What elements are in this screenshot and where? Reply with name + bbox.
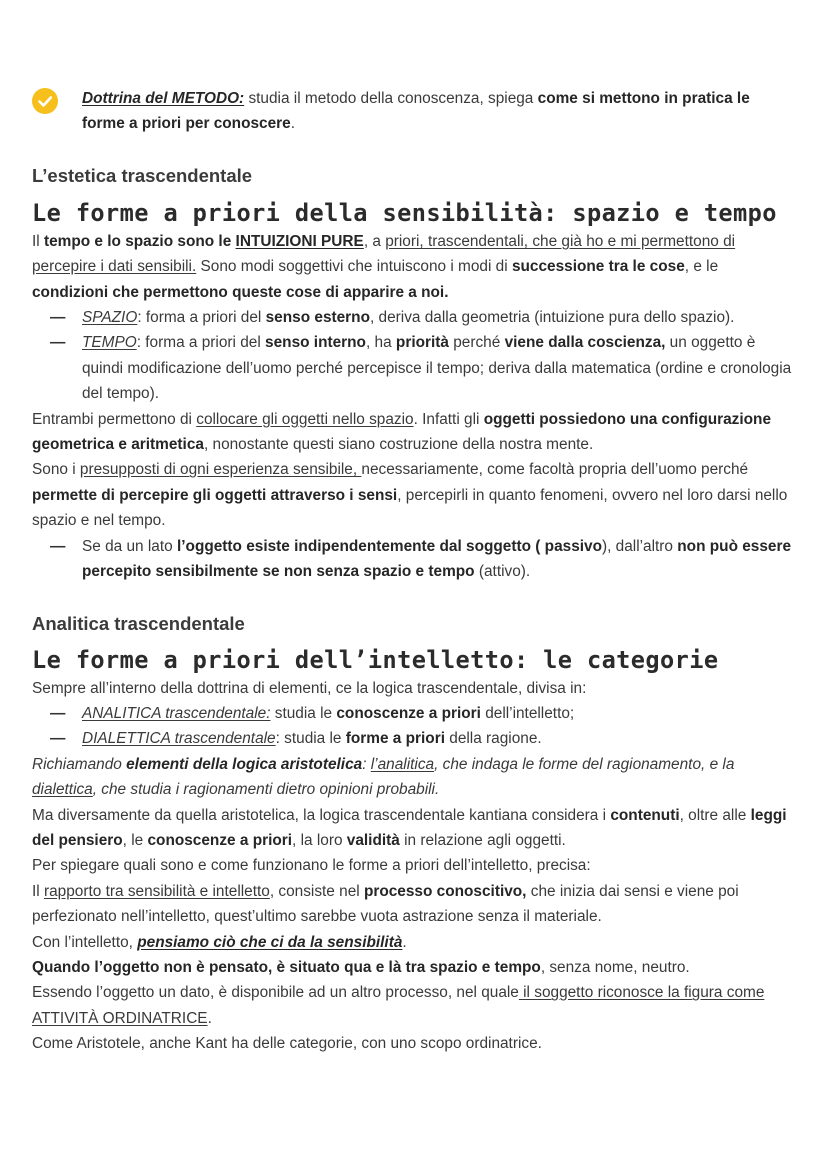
document-page	[32, 86, 792, 1057]
section-title-estetica: L’estetica trascendentale	[32, 164, 253, 186]
paragraph-attivita-ordinatrice: Essendo l’oggetto un dato, è disponibile ad un altro processo, nel quale il soggetto riconosce la figura come ATTIVITÀ ORDINATRICE.	[32, 984, 765, 1027]
heading-forme-intelletto: Le forme a priori dell’intelletto: le categorie	[32, 645, 719, 674]
paragraph-intuizioni-pure: Il tempo e lo spazio sono le INTUIZIONI PURE, a priori, trascendentali, che già ho e mi permettono di percepire i dati sensibili. Sono modi soggettivi che intuiscono i modi di successione tra le cose, e le condizioni che permettono queste cose di apparire a noi.	[32, 232, 736, 301]
list-item-spazio: — SPAZIO: forma a priori del senso esterno, deriva dalla geometria (intuizione pura dello spazio).	[50, 309, 735, 327]
list-item-dialettica: — DIALETTICA trascendentale: studia le forme a priori della ragione.	[50, 730, 542, 748]
paragraph-kantiana: Ma diversamente da quella aristotelica, la logica trascendentale kantiana considera i contenuti, oltre alle leggi del pensiero, le conoscenze a priori, la loro validità in relazione agli oggetti.	[32, 806, 787, 849]
heading-forme-sensibilita: Le forme a priori della sensibilità: spazio e tempo	[32, 198, 777, 227]
paragraph-entrambi: Entrambi permettono di collocare gli oggetti nello spazio. Infatti gli oggetti possiedono una configurazione geometrica e aritmetica, nonostante questi siano costruzione della nostra mente.	[32, 410, 772, 454]
paragraph-precisa: Per spiegare quali sono e come funzionano le forme a priori dell’intelletto, precisa:	[32, 857, 591, 875]
list-item-oggetto: — Se da un lato l’oggetto esiste indipendentemente dal soggetto ( passivo), dall’altro non può essere percepito sensibilmente se non senza spazio e tempo (attivo).	[50, 537, 792, 581]
paragraph-presupposti: Sono i presupposti di ogni esperienza sensibile, necessariamente, come facoltà propria dell’uomo perché permette di percepire gli oggetti attraverso i sensi, percepirli in quanto fenomeni, ovvero nel loro darsi nello spazio e nel tempo.	[32, 461, 788, 530]
list-item-analitica: — ANALITICA trascendentale: studia le conoscenze a priori dell’intelletto;	[50, 704, 575, 722]
paragraph-aristotelica: Richiamando elementi della logica aristotelica: l’analitica, che indaga le forme del ragionamento, e la dialettica, che studia i ragionamenti dietro opinioni probabili.	[32, 755, 735, 799]
paragraph-categorie: Come Aristotele, anche Kant ha delle categorie, con uno scopo ordinatrice.	[32, 1035, 542, 1053]
metodo-item: Dottrina del METODO: studia il metodo della conoscenza, spiega come si mettono in pratica le forme a priori per conoscere.	[32, 86, 792, 137]
metodo-term: Dottrina del METODO:	[82, 90, 245, 107]
check-circle-icon	[32, 88, 58, 114]
paragraph-logica-trascendentale: Sempre all’interno della dottrina di elementi, ce la logica trascendentale, divisa in:	[32, 679, 587, 697]
paragraph-non-pensato: Quando l’oggetto non è pensato, è situato qua e là tra spazio e tempo, senza nome, neutro.	[32, 958, 690, 976]
paragraph-pensiamo: Con l’intelletto, pensiamo ciò che ci da la sensibilità.	[32, 933, 407, 951]
paragraph-rapporto: Il rapporto tra sensibilità e intelletto, consiste nel processo conoscitivo, che inizia dai sensi e viene poi perfezionato nell’intelletto, quest’ultimo sarebbe vuota astrazione senza il materiale.	[32, 882, 739, 926]
list-item-tempo: — TEMPO: forma a priori del senso interno, ha priorità perché viene dalla coscienza, un oggetto è quindi modificazione dell’uomo perché percepisce il tempo; deriva dalla matematica (ordine e cronologia del tempo).	[50, 334, 792, 403]
section-title-analitica: Analitica trascendentale	[32, 612, 245, 634]
